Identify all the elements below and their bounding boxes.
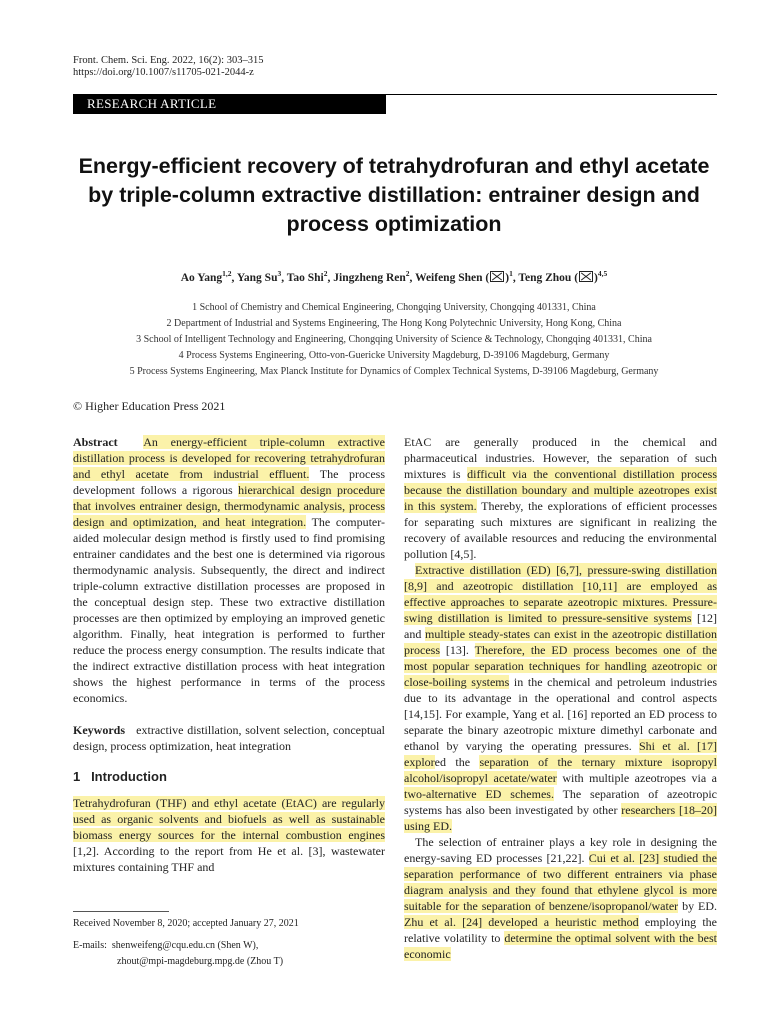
author: Tao Shi$^2$, <box>286 269 334 284</box>
email-link[interactable]: zhout@mpi-magdeburg.mpg.de (Zhou T) <box>117 956 284 967</box>
abstract-label: Abstract <box>73 435 118 449</box>
copyright-notice: © Higher Education Press 2021 <box>73 399 226 413</box>
highlight: difficult via the conventional distillation process because the distillation boundary and multiple azeotropes exist in this system. <box>404 467 717 513</box>
author: Ao Yang$^{1,2}$, <box>180 269 237 284</box>
affiliation: 4 Process Systems Engineering, Otto-von-Guericke University Magdeburg, D-39106 Magdeburg, Germany <box>178 350 610 361</box>
title-line: process optimization <box>286 212 502 236</box>
received-dates: Received November 8, 2020; accepted January 27, 2021 <box>73 918 299 929</box>
author-list <box>60 269 728 284</box>
doi-link[interactable]: https://doi.org/10.1007/s11705-021-2044-z <box>73 67 254 78</box>
highlight: Therefore, the ED process becomes one of the most popular separation techniques for handling azeotropic or close-boiling systems <box>404 643 717 689</box>
affiliation: 5 Process Systems Engineering, Max Planck Institute for Dynamics of Complex Technical Systems, D-39106 Magdeburg, Germany <box>129 366 659 377</box>
highlight: Extractive distillation (ED) [6,7], pressure-swing distillation [8,9] and azeotropic distillation [10,11] are employed as effective approaches to separate azeotropic mixtures. Pressure-swing distillation is limited to pressure-sensitive systems <box>404 563 717 625</box>
highlight: determine the optimal solvent with the best economic <box>404 931 717 961</box>
email-envelope-icon[interactable] <box>490 271 504 282</box>
section-heading-introduction: 1 Introduction <box>73 769 167 784</box>
title-line: by triple-column extractive distillation: entrainer design and <box>88 183 700 207</box>
highlight: hierarchical design procedure that involves entrainer design, thermodynamic analysis, process design and optimization, and heat integration. <box>73 483 385 529</box>
paragraph: EtAC are generally produced in the chemical and pharmaceutical industries. However, the separation of such mixtures is difficult via the conventional distillation process because the distillation boundary and multiple azeotropes exist in this system. Thereby, the explorations of efficient processes for separating such mixtures are significant in realizing the recovery of available resources and reducing the environmental pollution [4,5]. <box>404 435 717 561</box>
highlight: two-alternative ED schemes. <box>404 787 554 801</box>
author: Weifeng Shen ( )$^1$, <box>415 269 519 284</box>
author: Teng Zhou ( )$^{4,5}$ <box>518 269 608 284</box>
right-column <box>404 434 717 962</box>
journal-line: Front. Chem. Sci. Eng. 2022, 16(2): 303–315 <box>73 55 264 66</box>
keywords-label: Keywords <box>73 723 125 737</box>
author: Jingzheng Ren$^2$, <box>333 269 416 284</box>
author: Yang Su$^3$, <box>236 269 287 284</box>
email-envelope-icon[interactable] <box>579 271 593 282</box>
affiliation: 3 School of Intelligent Technology and Engineering, Chongqing University of Science & Technology, Chongqing 401331, China <box>136 334 652 345</box>
highlight: Zhu et al. [24] developed a heuristic method <box>404 915 639 929</box>
abstract: Abstract An energy-efficient triple-column extractive distillation process is developed for recovering tetrahydrofuran and ethyl acetate from industrial effluent. The process development follows a rigorous hierarchical design procedure that involves entrainer design, thermodynamic analysis, process design and optimization, and heat integration. The computer-aided molecular design method is firstly used to find promising entrainer candidates and the best one is determined via rigorous thermodynamic analysis. Subsequently, the direct and indirect triple-column extractive distillation processes are proposed in the conceptual design step. These two extractive distillation processes are then optimized by employing an improved genetic algorithm. Finally, heat integration is performed to further reduce the process energy consumption. The results indicate that the indirect extractive distillation process with heat integration shows the highest performance in terms of the process economics. <box>73 435 386 705</box>
highlight: Shi et al. [17] explor <box>404 739 717 769</box>
intro-paragraph: Tetrahydrofuran (THF) and ethyl acetate (EtAC) are regularly used as organic solvents and biofuels as well as sustainable biomass energy sources for the internal combustion engines [1,2]. According to the report from He et al. [3], wastewater mixtures containing THF and <box>73 796 385 874</box>
highlight: Cui et al. [23] studied the separation performance of two different entrainers via phase diagram analysis and they found that ethylene glycol is more suitable for the separation of benzene/isopropanol/water <box>404 851 717 913</box>
title-line: Energy-efficient recovery of tetrahydrofuran and ethyl acetate <box>78 154 710 178</box>
footnote-rule <box>73 911 169 912</box>
highlight: Tetrahydrofuran (THF) and ethyl acetate (EtAC) are regularly used as organic solvents and biofuels as well as sustainable biomass energy sources for the internal combustion engines <box>73 796 385 842</box>
keywords: Keywords extractive distillation, solvent selection, conceptual design, process optimization, heat integration <box>73 723 385 753</box>
left-column <box>73 434 385 875</box>
emails-label: E-mails: <box>73 940 107 951</box>
paragraph: Extractive distillation (ED) [6,7], pressure-swing distillation [8,9] and azeotropic distillation [10,11] are employed as effective approaches to separate azeotropic mixtures. Pressure-swing distillation is limited to pressure-sensitive systems [12] and multiple steady-states can exist in the azeotropic distillation process [13]. Therefore, the ED process becomes one of the most popular separation techniques for handling azeotropic or close-boiling systems in the chemical and petroleum industries due to its advantage in the operational and control aspects [14,15]. For example, Yang et al. [16] reported an ED process to separate the binary azeotropic mixture dimethyl carbonate and ethanol by varying the operating pressures. Shi et al. [17] explored the separation of the ternary mixture isopropyl alcohol/isopropyl acetate/water with multiple azeotropes via a two-alternative ED schemes. The separation of azeotropic systems has also been investigated by other researchers [18–20] using ED. <box>404 563 718 833</box>
email-link[interactable]: shenweifeng@cqu.edu.cn (Shen W), <box>111 940 259 951</box>
affiliations <box>60 300 728 380</box>
correspondence-emails <box>73 938 283 970</box>
affiliation: 1 School of Chemistry and Chemical Engineering, Chongqing University, Chongqing 401331, China <box>192 302 596 313</box>
article-type-banner: RESEARCH ARTICLE <box>73 94 386 114</box>
journal-citation <box>73 55 263 79</box>
paragraph: The selection of entrainer plays a key role in designing the energy-saving ED processes [21,22]. Cui et al. [23] studied the separation performance of two different entrainers via phase diagram analysis and they found that ethylene glycol is more suitable for the separation of benzene/isopropanol/water by ED. Zhu et al. [24] developed a heuristic method employing the relative volatility to determine the optimal solvent with the best economic <box>404 835 717 961</box>
highlight: separation of the ternary mixture isopropyl alcohol/isopropyl acetate/water <box>404 755 717 785</box>
highlight: researchers [18–20] using ED. <box>404 803 718 833</box>
affiliation: 2 Department of Industrial and Systems Engineering, The Hong Kong Polytechnic University, Hong Kong, China <box>166 318 622 329</box>
highlight: multiple steady-states can exist in the azeotropic distillation process <box>404 627 717 657</box>
highlight: An energy-efficient triple-column extractive distillation process is developed for recovering tetrahydrofuran and ethyl acetate from industrial effluent. <box>73 435 386 481</box>
paper-title <box>60 152 728 239</box>
